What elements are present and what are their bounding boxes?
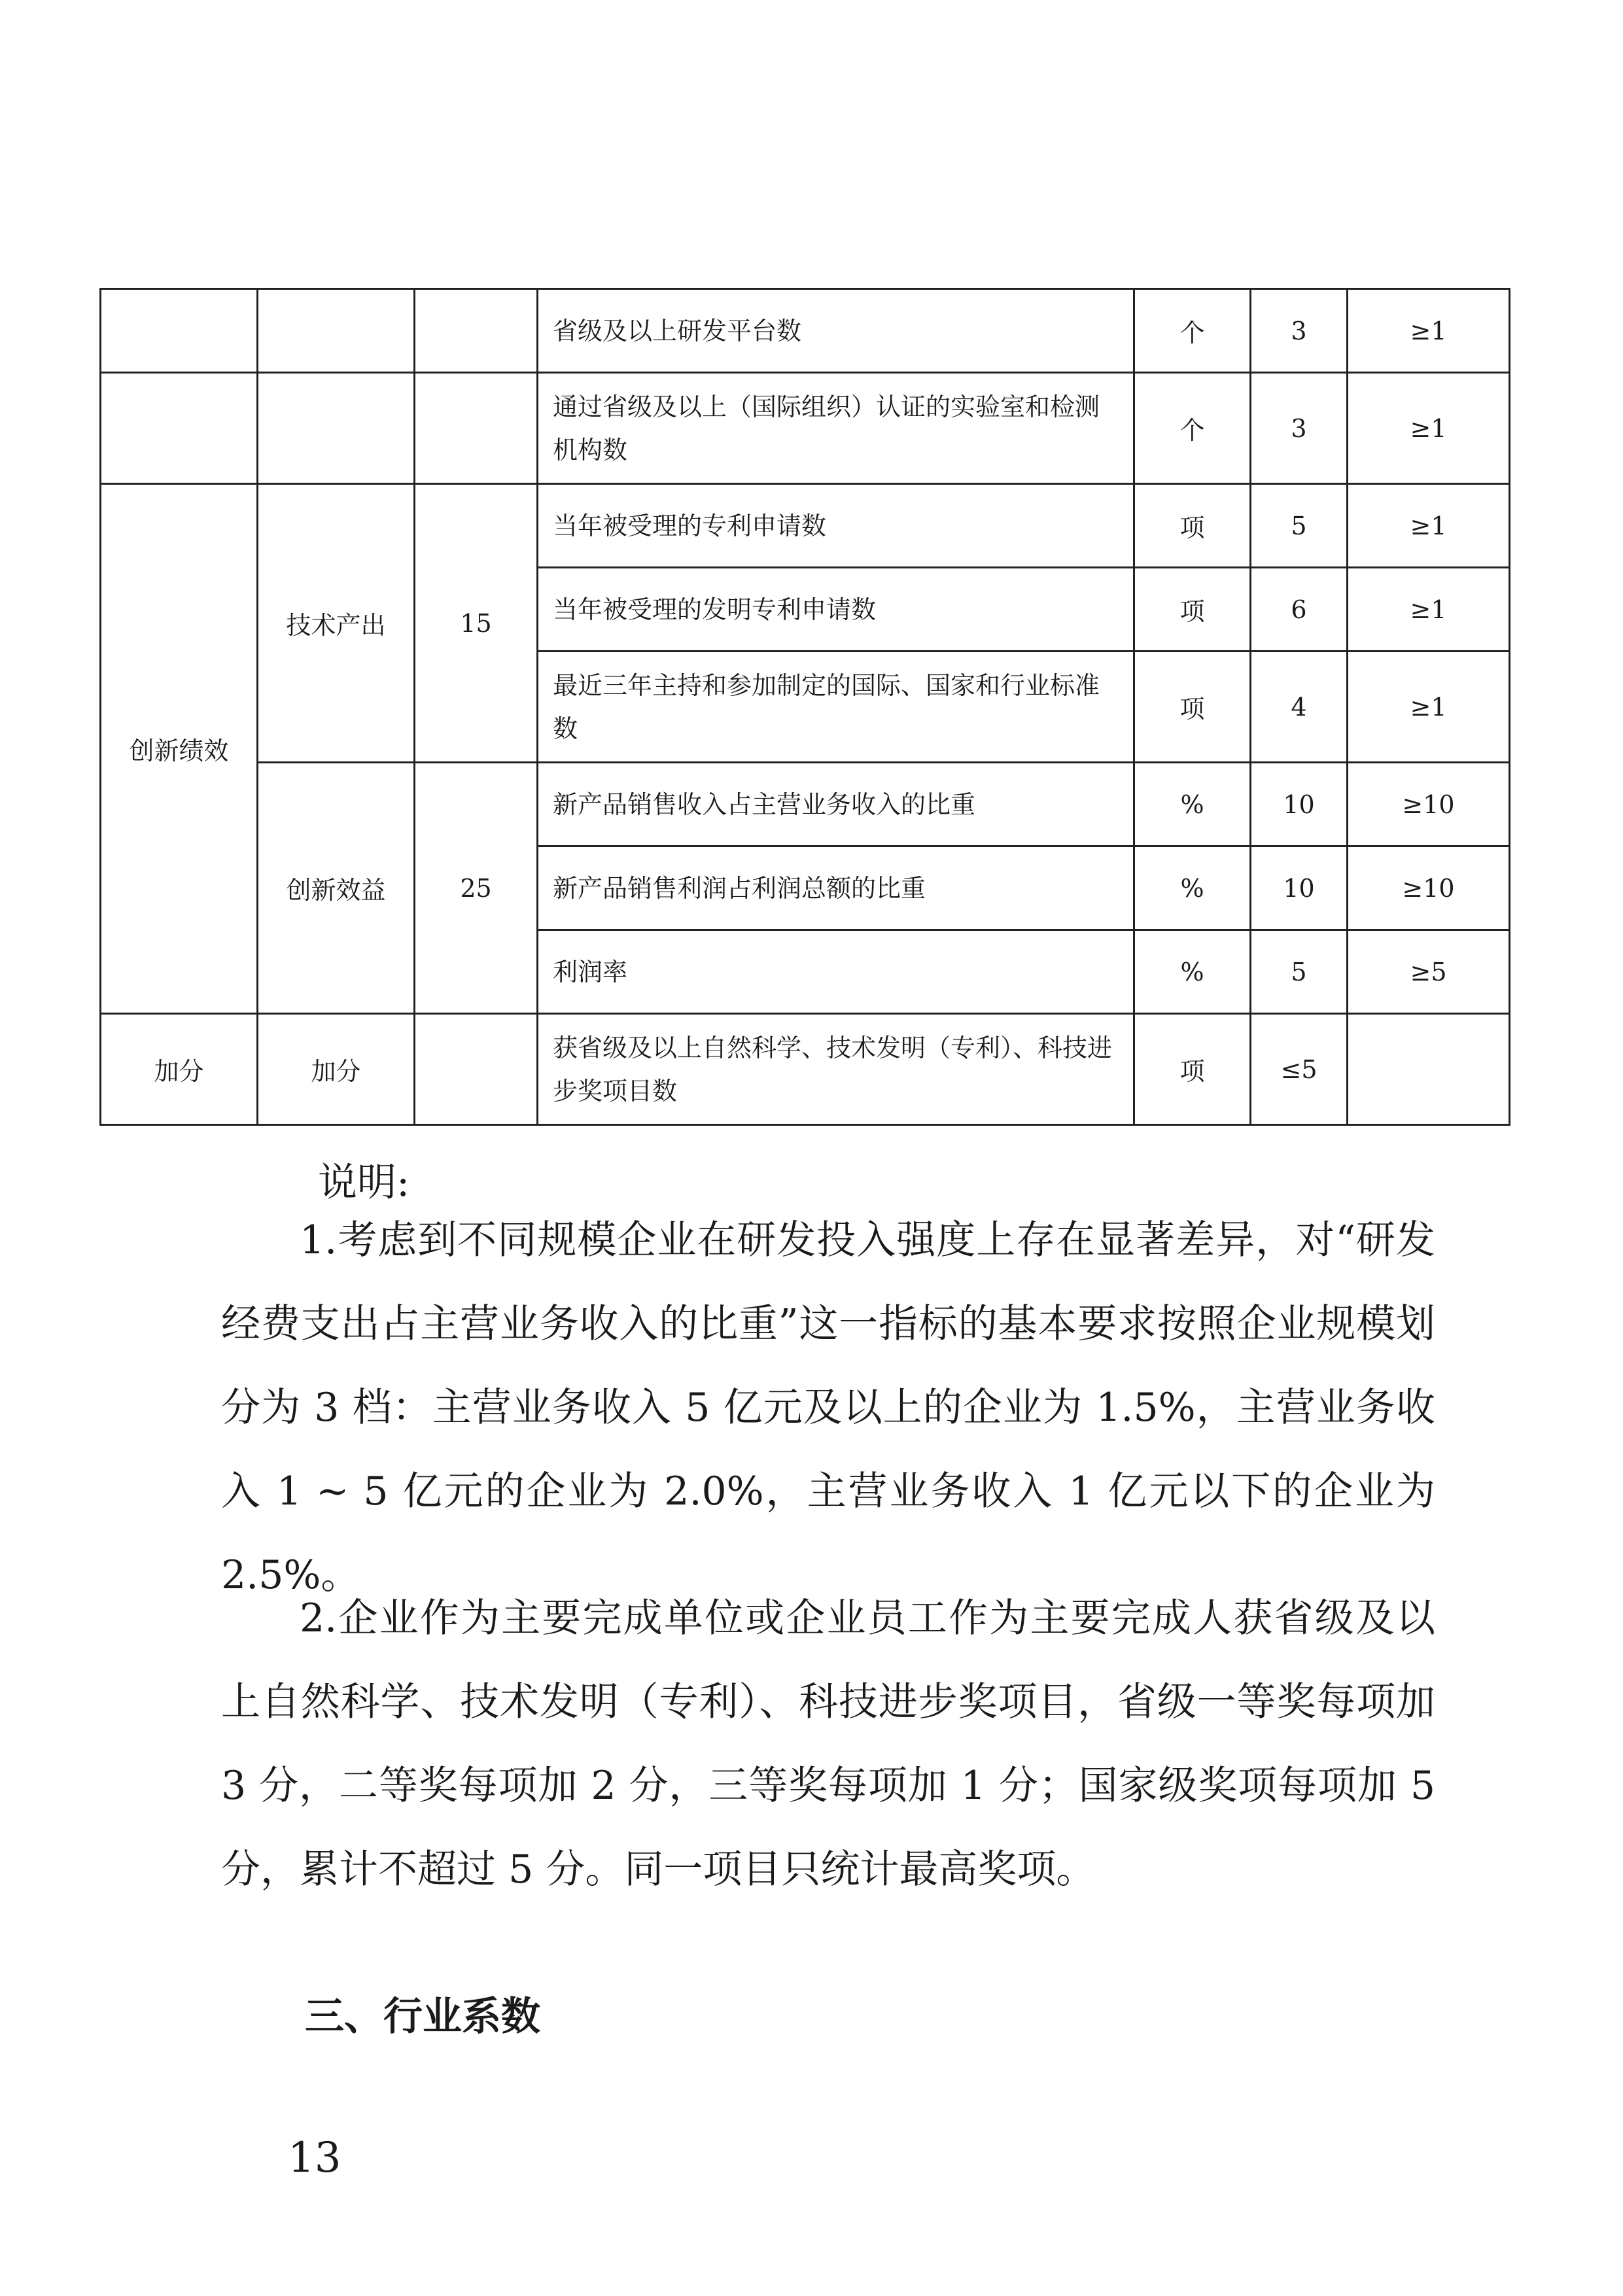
requirement-cell: ≥10: [1348, 763, 1510, 846]
unit-cell: 项: [1134, 568, 1251, 652]
group-label-innovation-performance: 创新绩效: [101, 484, 258, 1014]
group-label-innovation-benefit: 创新效益: [258, 763, 415, 1014]
table-row: [101, 484, 1510, 568]
notes-title: 说明:: [318, 1160, 410, 1206]
score-cell: 4: [1251, 652, 1348, 763]
unit-cell: 项: [1134, 1014, 1251, 1125]
score-cell: 3: [1251, 373, 1348, 484]
table-row: [101, 373, 1510, 484]
empty-cell: [101, 373, 258, 484]
requirement-cell: ≥5: [1348, 930, 1510, 1014]
group-weight-innovation-benefit: 25: [415, 763, 538, 1014]
unit-cell: 个: [1134, 289, 1251, 373]
requirement-cell: ≥1: [1348, 568, 1510, 652]
indicator-cell: 利润率: [538, 930, 1134, 1014]
group-label-bonus: 加分: [101, 1014, 258, 1125]
unit-cell: %: [1134, 930, 1251, 1014]
empty-cell: [415, 1014, 538, 1125]
requirement-cell: ≥1: [1348, 652, 1510, 763]
score-cell: 5: [1251, 930, 1348, 1014]
requirement-cell: ≥1: [1348, 484, 1510, 568]
indicator-cell: 当年被受理的发明专利申请数: [538, 568, 1134, 652]
score-cell: 10: [1251, 846, 1348, 930]
score-cell: 3: [1251, 289, 1348, 373]
score-cell: 6: [1251, 568, 1348, 652]
requirement-cell: ≥10: [1348, 846, 1510, 930]
note-paragraph-2: 2.企业作为主要完成单位或企业员工作为主要完成人获省级及以上自然科学、技术发明（专利）、科技进步奖项目，省级一等奖每项加 3 分，二等奖每项加 2 分，三等奖每项加 1 分；国家级奖项每项加 5 分，累计不超过 5 分。同一项目只统计最高奖项。: [221, 1595, 1435, 1892]
indicator-cell: 通过省级及以上（国际组织）认证的实验室和检测机构数: [538, 373, 1134, 484]
table-row: [101, 1014, 1510, 1125]
unit-cell: 个: [1134, 373, 1251, 484]
unit-cell: 项: [1134, 652, 1251, 763]
page-number: 13: [288, 2134, 341, 2182]
score-cell: 5: [1251, 484, 1348, 568]
subgroup-label-bonus: 加分: [258, 1014, 415, 1125]
note-paragraph-1: 1.考虑到不同规模企业在研发投入强度上存在显著差异，对“研发经费支出占主营业务收入的比重”这一指标的基本要求按照企业规模划分为 3 档：主营业务收入 5 亿元及以上的企业为 1.5%，主营业务收入 1 ~ 5 亿元的企业为 2.0%，主营业务收入 1 亿元以下的企业为 2.5%。: [221, 1217, 1435, 1598]
indicator-cell: 省级及以上研发平台数: [538, 289, 1134, 373]
empty-cell: [415, 289, 538, 373]
requirement-cell: ≥1: [1348, 289, 1510, 373]
empty-cell: [101, 289, 258, 373]
indicator-cell: 当年被受理的专利申请数: [538, 484, 1134, 568]
group-weight-tech-output: 15: [415, 484, 538, 763]
requirement-cell: ≥1: [1348, 373, 1510, 484]
empty-cell: [415, 373, 538, 484]
indicator-cell: 新产品销售利润占利润总额的比重: [538, 846, 1134, 930]
unit-cell: %: [1134, 763, 1251, 846]
indicator-cell: 新产品销售收入占主营业务收入的比重: [538, 763, 1134, 846]
evaluation-table: [99, 288, 1510, 1126]
table-row: [101, 763, 1510, 846]
unit-cell: 项: [1134, 484, 1251, 568]
indicator-cell: 最近三年主持和参加制定的国际、国家和行业标准数: [538, 652, 1134, 763]
score-cell: 10: [1251, 763, 1348, 846]
requirement-cell: [1348, 1014, 1510, 1125]
score-cell: ≤5: [1251, 1014, 1348, 1125]
table-row: [101, 289, 1510, 373]
unit-cell: %: [1134, 846, 1251, 930]
empty-cell: [258, 373, 415, 484]
section-heading: 三、行业系数: [305, 1994, 540, 2040]
empty-cell: [258, 289, 415, 373]
group-label-tech-output: 技术产出: [258, 484, 415, 763]
indicator-cell: 获省级及以上自然科学、技术发明（专利）、科技进步奖项目数: [538, 1014, 1134, 1125]
